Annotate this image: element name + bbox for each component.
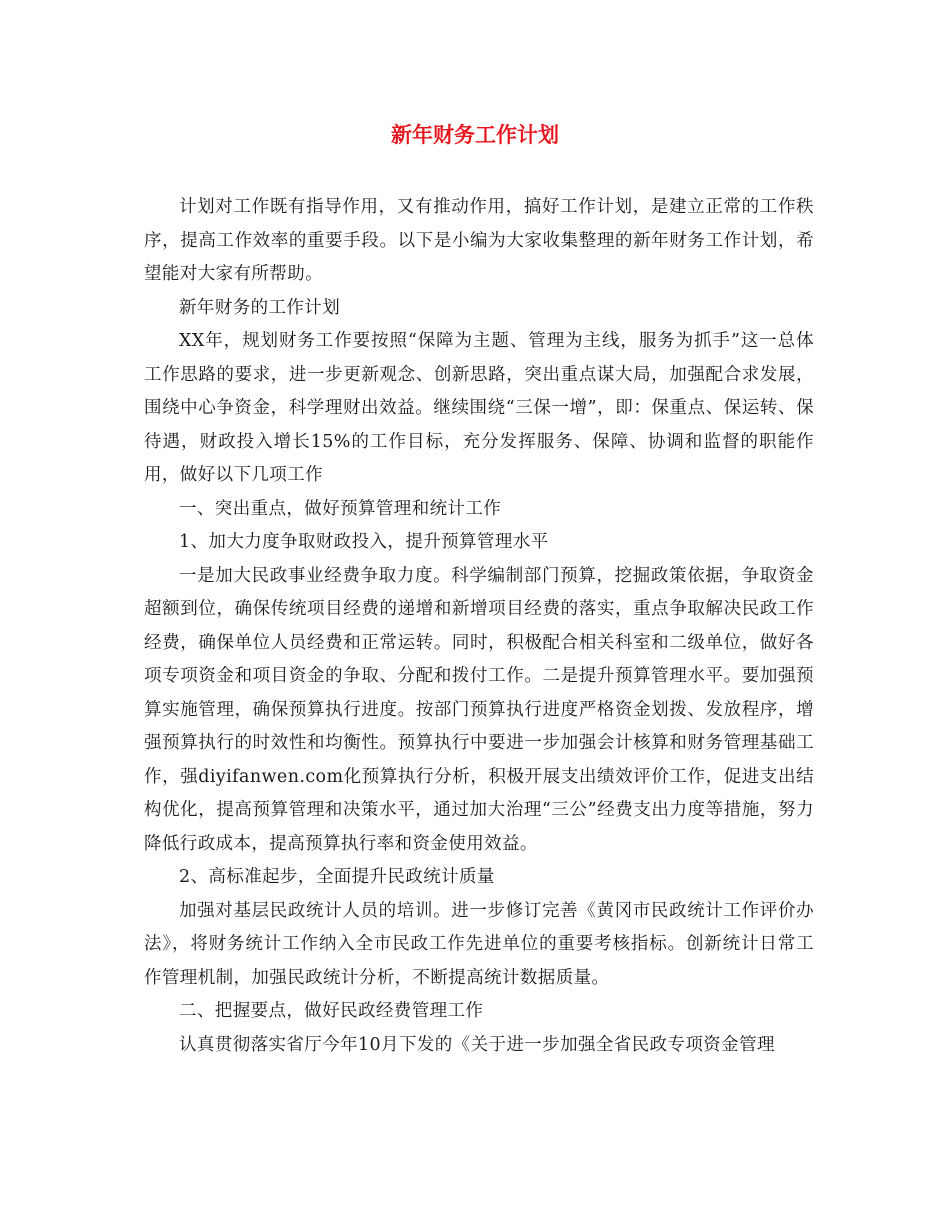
paragraph-subtitle: 新年财务的工作计划 [179, 297, 341, 318]
paragraph-budget: 一是加大民政事业经费争取力度。科学编制部门预算，挖掘政策依据，争取资金超额到位，确保传统项目经费的递增和新增项目经费的落实，重点争取解决民政工作经费，确保单位人员经费和正常运转。同时，积极配合相关科室和二级单位，做好各项专项资金和项目资金的争取、分配和拨付工作。二是提升预算管理水平。要加强预算实施管理，确保预算执行进度。按部门预算执行进度严格资金划拨、发放程序，增强预算执行的时效性和均衡性。预算执行中要进一步加强会计核算和财务管理基础工作，强diyifanwen.com化预算执行分析，积极开展支出绩效评价工作，促进支出结构优化，提高预算管理和决策水平，通过加大治理“三公”经费支出力度等措施，努力降低行政成本，提高预算执行率和资金使用效益。 [144, 565, 814, 854]
subsection-heading-1-2: 2、高标准起步，全面提升民政统计质量 [179, 867, 495, 887]
paragraph-funds: 认真贯彻落实省厅今年10月下发的《关于进一步加强全省民政专项资金管理 [179, 1034, 775, 1055]
paragraph-intro: 计划对工作既有指导作用，又有推动作用，搞好工作计划，是建立正常的工作秩序，提高工作效率的重要手段。以下是小编为大家收集整理的新年财务工作计划，希望能对大家有所帮助。 [144, 197, 814, 284]
document-title: 新年财务工作计划 [391, 122, 559, 147]
document-body [144, 191, 814, 1062]
section-heading-1: 一、突出重点，做好预算管理和统计工作 [179, 498, 502, 519]
paragraph-statistics: 加强对基层民政统计人员的培训。进一步修订完善《黄冈市民政统计工作评价办法》，将财务统计工作纳入全市民政工作先进单位的重要考核指标。创新统计日常工作管理机制，加强民政统计分析，不断提高统计数据质量。 [144, 900, 814, 988]
subsection-heading-1-1: 1、加大力度争取财政投入，提升预算管理水平 [179, 532, 549, 552]
section-heading-2: 二、把握要点，做好民政经费管理工作 [179, 1001, 484, 1021]
paragraph-overview: XX年，规划财务工作要按照“保障为主题、管理为主线，服务为抓手”这一总体工作思路的要求，进一步更新观念、创新思路，突出重点谋大局，加强配合求发展，围绕中心争资金，科学理财出效益。继续围绕“三保一增”，即：保重点、保运转、保待遇，财政投入增长15%的工作目标，充分发挥服务、保障、协调和监督的职能作用，做好以下几项工作 [144, 331, 814, 485]
